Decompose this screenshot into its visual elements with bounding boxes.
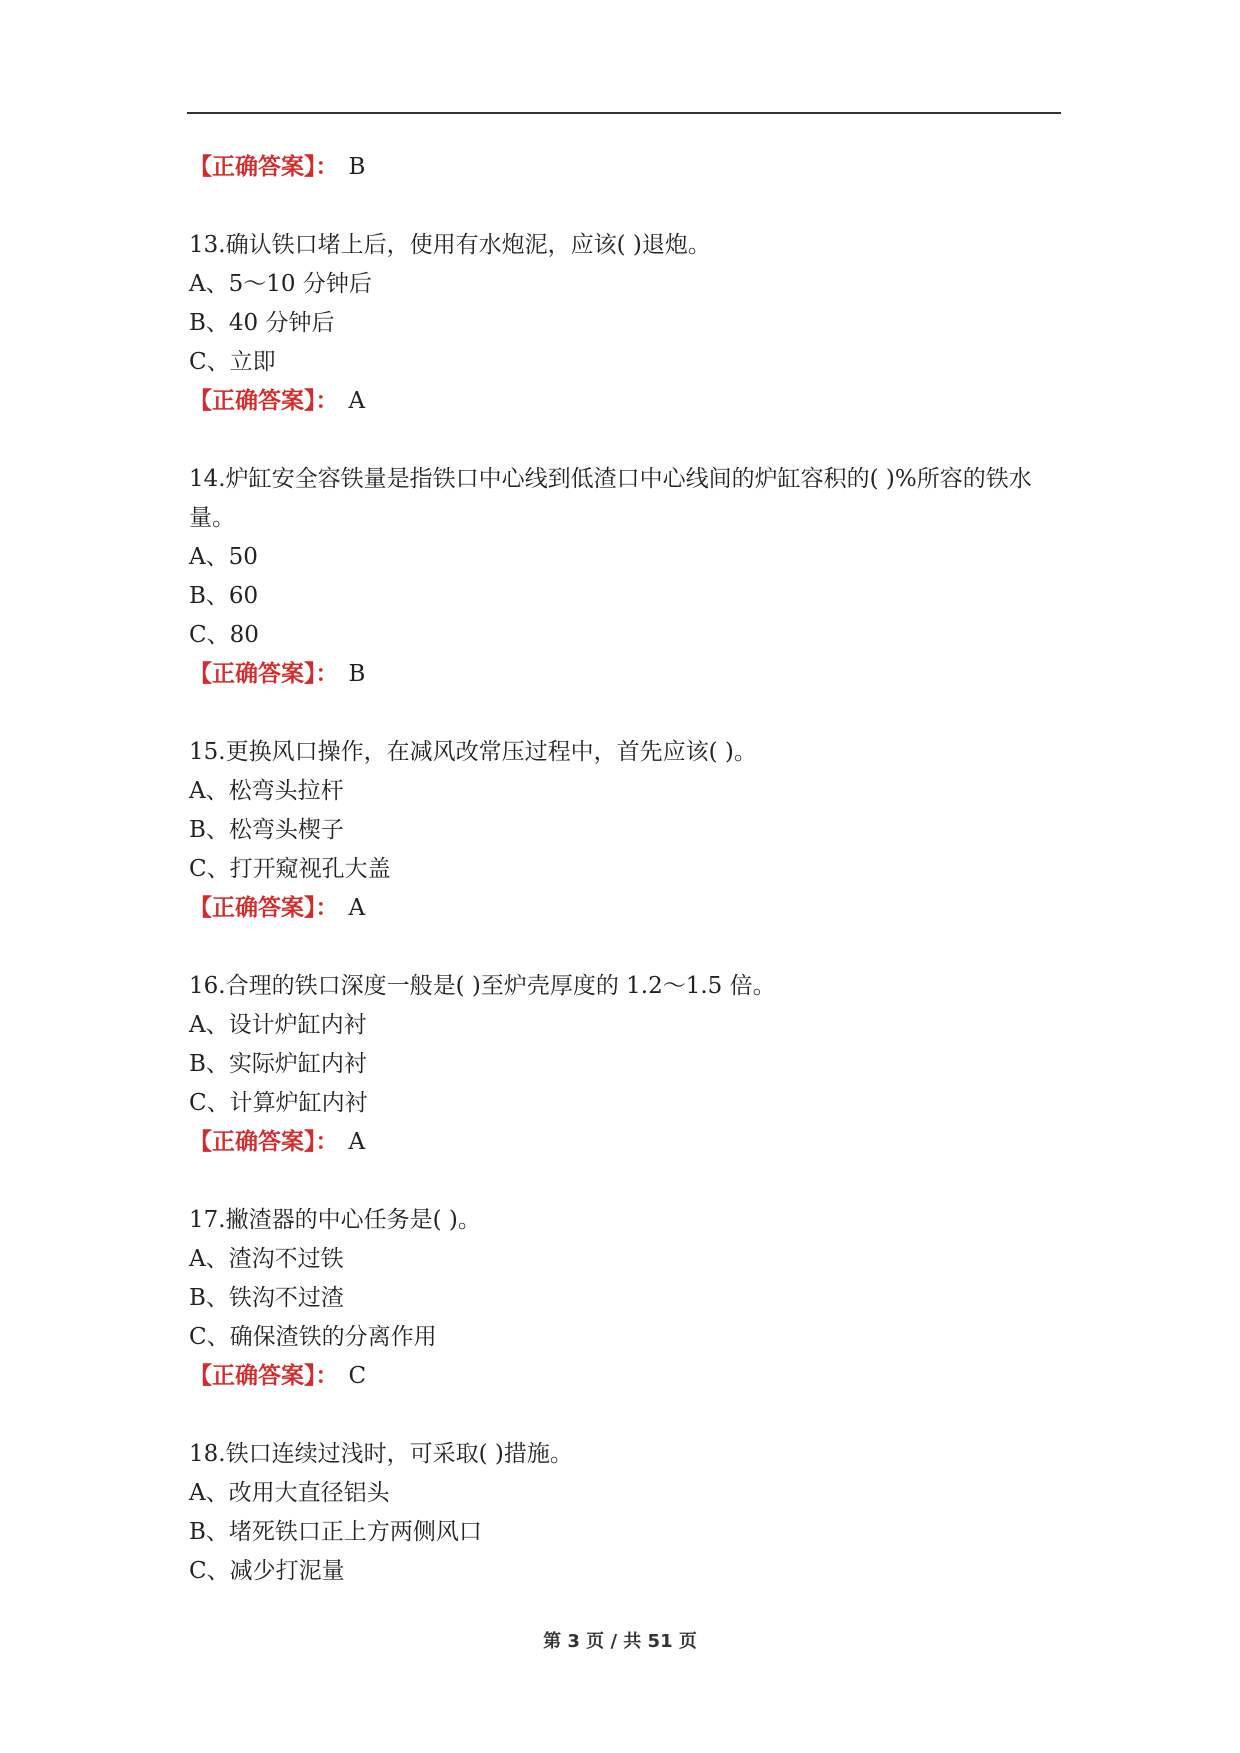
- option-b: B、60: [189, 583, 259, 609]
- answer-value: A: [348, 388, 366, 414]
- answer-value: A: [348, 1129, 366, 1155]
- option-a: A、5～10 分钟后: [189, 271, 372, 297]
- answer-line: [189, 1357, 1061, 1396]
- question-text: 13.确认铁口堵上后，使用有水炮泥，应该( )退炮。: [189, 232, 711, 258]
- answer-label: 【正确答案】：: [189, 661, 339, 687]
- option-a: A、改用大直径铝头: [189, 1480, 390, 1506]
- option-c: C、确保渣铁的分离作用: [189, 1324, 437, 1350]
- question-17: [189, 1201, 1061, 1396]
- option-a: A、50: [189, 544, 258, 570]
- question-13: [189, 226, 1061, 421]
- question-text: 17.撇渣器的中心任务是( )。: [189, 1207, 481, 1233]
- answer-value: A: [348, 895, 366, 921]
- answer-value: C: [348, 1363, 367, 1389]
- answer-value: B: [348, 154, 366, 180]
- option-a: A、松弯头拉杆: [189, 778, 344, 804]
- question-18: [189, 1435, 1061, 1591]
- answer-line-prev: [189, 148, 1061, 187]
- option-b: B、实际炉缸内衬: [189, 1051, 367, 1077]
- answer-label: 【正确答案】：: [189, 154, 339, 180]
- option-b: B、铁沟不过渣: [189, 1285, 344, 1311]
- question-14: [189, 460, 1061, 694]
- header-rule: [187, 112, 1061, 114]
- option-a: A、设计炉缸内衬: [189, 1012, 367, 1038]
- answer-value: B: [348, 661, 366, 687]
- answer-label: 【正确答案】：: [189, 895, 339, 921]
- option-c: C、计算炉缸内衬: [189, 1090, 368, 1116]
- option-b: B、堵死铁口正上方两侧风口: [189, 1519, 482, 1545]
- option-c: C、打开窥视孔大盖: [189, 856, 391, 882]
- answer-line: [189, 1123, 1061, 1162]
- page-footer: 第 3 页 / 共 51 页: [543, 1631, 697, 1652]
- option-b: B、40 分钟后: [189, 310, 335, 336]
- question-text: 14.炉缸安全容铁量是指铁口中心线到低渣口中心线间的炉缸容积的( )%所容的铁水量。: [189, 466, 1032, 531]
- option-c: C、减少打泥量: [189, 1558, 345, 1584]
- option-a: A、渣沟不过铁: [189, 1246, 344, 1272]
- answer-label: 【正确答案】：: [189, 388, 339, 414]
- page-content: [189, 148, 1061, 1591]
- question-text: 15.更换风口操作，在减风改常压过程中，首先应该( )。: [189, 739, 757, 765]
- answer-line: [189, 889, 1061, 928]
- question-text: 16.合理的铁口深度一般是( )至炉壳厚度的 1.2～1.5 倍。: [189, 973, 776, 999]
- answer-line: [189, 655, 1061, 694]
- option-b: B、松弯头楔子: [189, 817, 344, 843]
- question-text: 18.铁口连续过浅时，可采取( )措施。: [189, 1441, 573, 1467]
- answer-label: 【正确答案】：: [189, 1129, 339, 1155]
- answer-line: [189, 382, 1061, 421]
- answer-label: 【正确答案】：: [189, 1363, 339, 1389]
- question-16: [189, 967, 1061, 1162]
- question-15: [189, 733, 1061, 928]
- option-c: C、80: [189, 622, 259, 648]
- option-c: C、立即: [189, 349, 276, 375]
